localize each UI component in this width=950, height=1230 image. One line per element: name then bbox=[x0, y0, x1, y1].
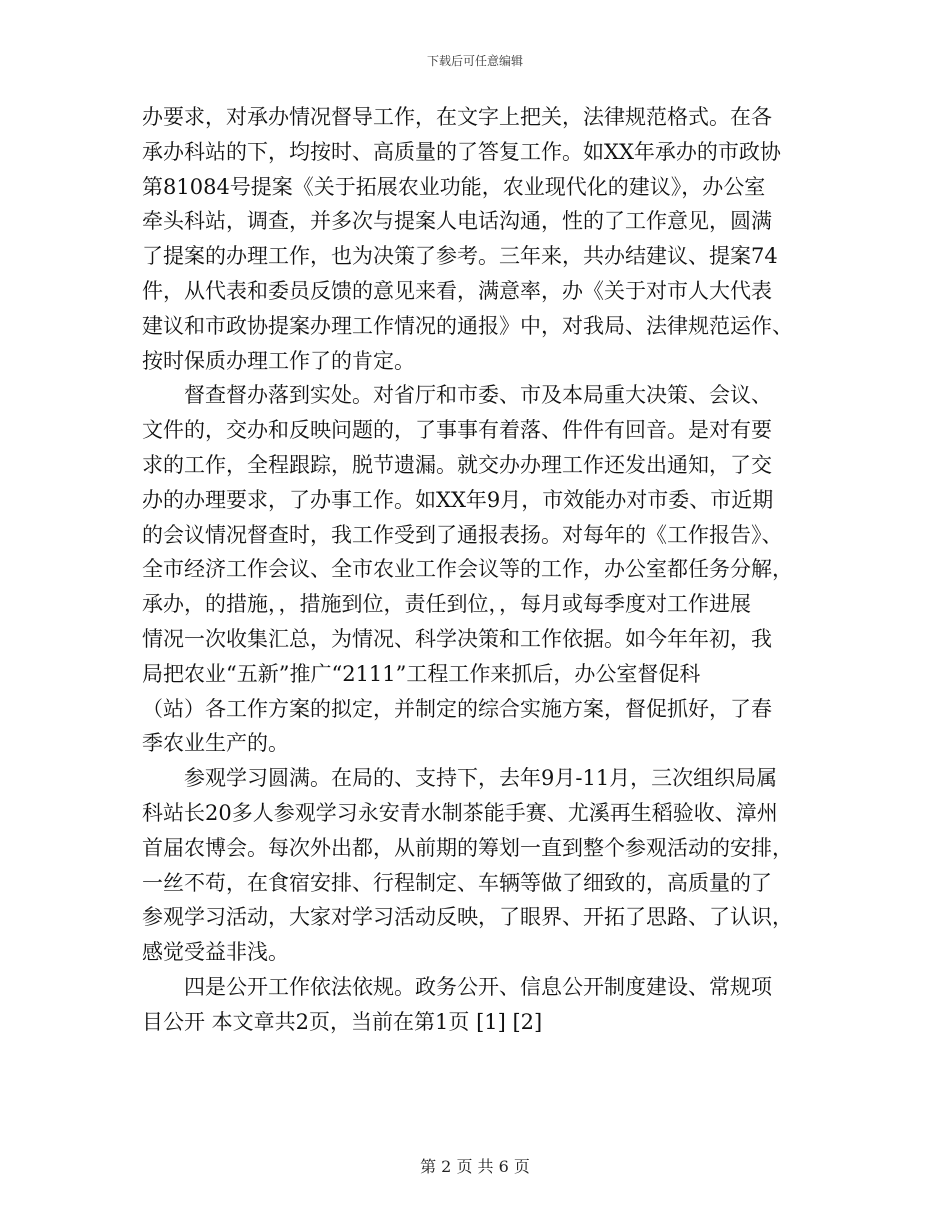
text-line: 建议和市政协提案办理工作情况的通报》中，对我局、法律规范运作、 bbox=[142, 313, 793, 338]
text-line: 全市经济工作会议、全市农业工作会议等的工作，办公室都任务分解， bbox=[142, 557, 793, 582]
text-line: 季农业生产的。 bbox=[142, 731, 289, 756]
text-line: 感觉受益非浅。 bbox=[142, 940, 289, 965]
page-header: 下载后可任意编辑 bbox=[426, 54, 523, 68]
text-line: 文件的，交办和反映问题的，了事事有着落、件件有回音。是对有要 bbox=[142, 418, 772, 443]
text-line: 四是公开工作依法依规。政务公开、信息公开制度建设、常规项 bbox=[142, 974, 772, 999]
text-line: 局把农业“五新”推广“2111”工程工作来抓后，办公室督促科 bbox=[142, 661, 701, 686]
text-line: 科站长20多人参观学习永安青水制茶能手赛、尤溪再生稻验收、漳州 bbox=[142, 800, 778, 825]
document-body bbox=[142, 100, 808, 1040]
text-line: 第81084号提案《关于拓展农业功能，农业现代化的建议》，办公室 bbox=[142, 174, 766, 199]
text-line: 承办，的措施，，措施到位，责任到位，，每月或每季度对工作进展 bbox=[142, 592, 751, 617]
text-line: 件，从代表和委员反馈的意见来看，满意率，办《关于对市人大代表 bbox=[142, 278, 772, 303]
text-line: 求的工作，全程跟踪，脱节遗漏。就交办办理工作还发出通知，了交 bbox=[142, 452, 772, 477]
text-line: 牵头科站，调查，并多次与提案人电话沟通，性的了工作意见，圆满 bbox=[142, 209, 772, 234]
text-line: 了提案的办理工作，也为决策了参考。三年来，共办结建议、提案74 bbox=[142, 244, 778, 269]
text-line: 督查督办落到实处。对省厅和市委、市及本局重大决策、会议、 bbox=[142, 383, 772, 408]
text-line: 的会议情况督查时，我工作受到了通报表扬。对每年的《工作报告》、 bbox=[142, 522, 783, 547]
text-line: 一丝不苟，在食宿安排、行程制定、车辆等做了细致的，高质量的了 bbox=[142, 870, 772, 895]
text-line: 办要求，对承办情况督导工作，在文字上把关，法律规范格式。在各 bbox=[142, 105, 772, 129]
text-line: 首届农博会。每次外出都，从前期的筹划一直到整个参观活动的安排， bbox=[142, 835, 793, 860]
text-line: 承办科站的下，均按时、高质量的了答复工作。如XX年承办的市政协 bbox=[142, 139, 781, 164]
text-line: （站）各工作方案的拟定，并制定的综合实施方案，督促抓好，了春 bbox=[142, 696, 772, 721]
text-line: 按时保质办理工作了的肯定。 bbox=[142, 348, 415, 373]
page-number: 第 2 页 共 6 页 bbox=[420, 1157, 530, 1176]
text-line: 参观学习圆满。在局的、支持下，去年9月-11月，三次组织局属 bbox=[142, 766, 778, 791]
text-line: 参观学习活动，大家对学习活动反映，了眼界、开拓了思路、了认识， bbox=[142, 905, 793, 930]
text-line: 办的办理要求，了办事工作。如XX年9月，市效能办对市委、市近期 bbox=[142, 487, 774, 512]
text-line: 情况一次收集汇总，为情况、科学决策和工作依据。如今年年初，我 bbox=[142, 626, 772, 651]
text-line: 目公开 本文章共2页，当前在第1页 [1] [2] bbox=[142, 1009, 543, 1034]
